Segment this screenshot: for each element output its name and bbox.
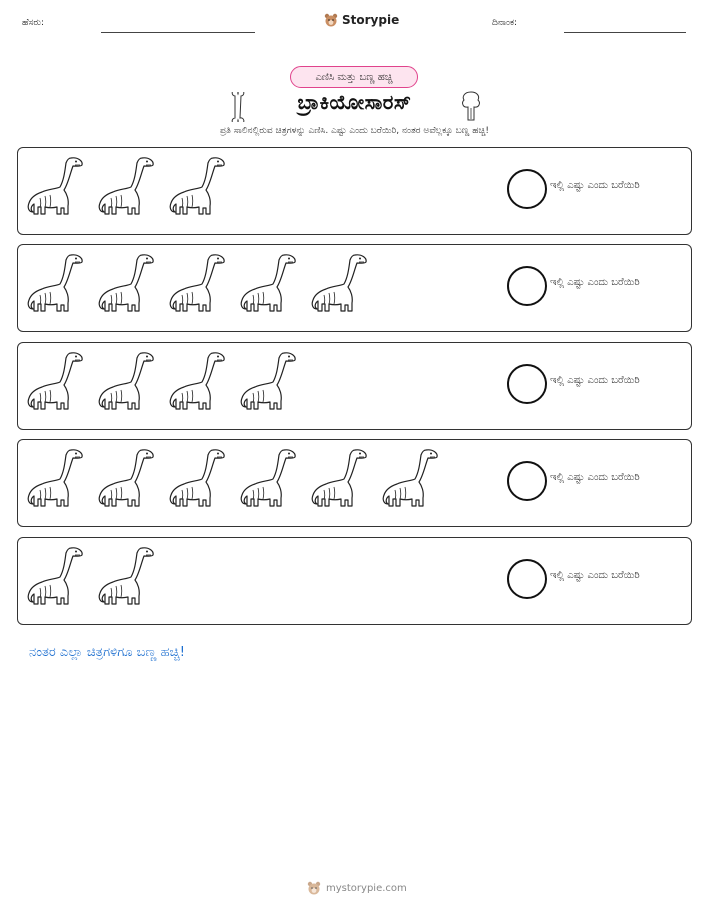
brachiosaurus-icon bbox=[239, 349, 297, 411]
answer-prompt: ಇಲ್ಲಿ ಎಷ್ಟು ಎಂದು ಬರೆಯಿರಿ bbox=[550, 472, 640, 483]
brachiosaurus-icon bbox=[26, 349, 84, 411]
brachiosaurus-icon bbox=[97, 446, 155, 508]
dino-group bbox=[26, 251, 368, 313]
brachiosaurus-icon bbox=[26, 251, 84, 313]
instruction-pill bbox=[290, 66, 418, 88]
dino-group bbox=[26, 446, 439, 508]
page-title: ಬ್ರಾಕಿಯೋಸಾರಸ್ bbox=[297, 90, 412, 114]
instructions-text: ಪ್ರತಿ ಸಾಲಿನಲ್ಲಿರುವ ಚಿತ್ರಗಳನ್ನು ಎಣಿಸಿ. ಎಷ್ಟು ಎಂದು ಬರೆಯಿರಿ, ನಂತರ ಅವೆಲ್ಲಕ್ಕೂ ಬಣ್ಣ ಹಚ್ಚಿ! bbox=[220, 126, 489, 136]
dino-group bbox=[26, 154, 226, 216]
brachiosaurus-icon bbox=[26, 154, 84, 216]
brachiosaurus-icon bbox=[310, 446, 368, 508]
count-row-1 bbox=[17, 147, 692, 235]
brachiosaurus-icon bbox=[168, 154, 226, 216]
answer-circle[interactable] bbox=[507, 169, 547, 209]
answer-prompt: ಇಲ್ಲಿ ಎಷ್ಟು ಎಂದು ಬರೆಯಿರಿ bbox=[550, 570, 640, 581]
color-all-note: ನಂತರ ಎಲ್ಲಾ ಚಿತ್ರಗಳಿಗೂ ಬಣ್ಣ ಹಚ್ಚಿ! bbox=[29, 645, 185, 660]
bear-logo-icon bbox=[324, 13, 338, 27]
dino-group bbox=[26, 349, 297, 411]
brachiosaurus-icon bbox=[97, 251, 155, 313]
brachiosaurus-icon bbox=[168, 446, 226, 508]
count-row-3 bbox=[17, 342, 692, 430]
answer-prompt: ಇಲ್ಲಿ ಎಷ್ಟು ಎಂದು ಬರೆಯಿರಿ bbox=[550, 180, 640, 191]
brachiosaurus-icon bbox=[97, 349, 155, 411]
brachiosaurus-icon bbox=[239, 446, 297, 508]
date-label: ದಿನಾಂಕ: bbox=[492, 18, 518, 28]
answer-circle[interactable] bbox=[507, 364, 547, 404]
count-row-2 bbox=[17, 244, 692, 332]
brachiosaurus-icon bbox=[168, 349, 226, 411]
answer-circle[interactable] bbox=[507, 461, 547, 501]
count-row-5 bbox=[17, 537, 692, 625]
brachiosaurus-icon bbox=[26, 544, 84, 606]
answer-circle[interactable] bbox=[507, 559, 547, 599]
date-field[interactable] bbox=[564, 32, 686, 33]
brachiosaurus-icon bbox=[239, 251, 297, 313]
brachiosaurus-icon bbox=[381, 446, 439, 508]
tree-icon bbox=[460, 90, 482, 122]
brachiosaurus-icon bbox=[310, 251, 368, 313]
bear-logo-icon bbox=[307, 881, 321, 895]
website-url: mystorypie.com bbox=[326, 882, 407, 894]
answer-circle[interactable] bbox=[507, 266, 547, 306]
instruction-pill-text: ಎಣಿಸಿ ಮತ್ತು ಬಣ್ಣ ಹಚ್ಚಿ bbox=[315, 71, 393, 83]
count-row-4 bbox=[17, 439, 692, 527]
answer-prompt: ಇಲ್ಲಿ ಎಷ್ಟು ಎಂದು ಬರೆಯಿರಿ bbox=[550, 375, 640, 386]
name-label: ಹೆಸರು: bbox=[22, 18, 45, 28]
brachiosaurus-icon bbox=[97, 154, 155, 216]
name-field[interactable] bbox=[101, 32, 255, 33]
brachiosaurus-icon bbox=[97, 544, 155, 606]
brand-name: Storypie bbox=[342, 13, 400, 27]
brachiosaurus-icon bbox=[168, 251, 226, 313]
website-footer bbox=[307, 881, 407, 895]
brand-logo bbox=[324, 13, 399, 27]
answer-prompt: ಇಲ್ಲಿ ಎಷ್ಟು ಎಂದು ಬರೆಯಿರಿ bbox=[550, 277, 640, 288]
brachiosaurus-icon bbox=[26, 446, 84, 508]
dino-group bbox=[26, 544, 155, 606]
